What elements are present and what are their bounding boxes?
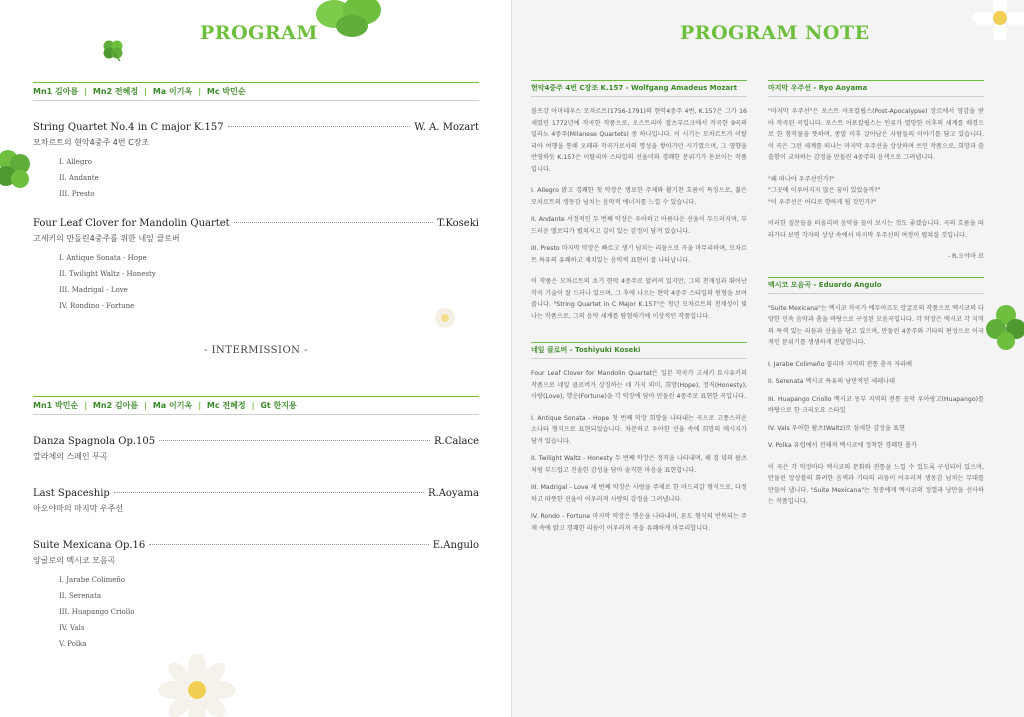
movement: IV. Vals (59, 624, 85, 632)
movement: III. Huapango Criollo (59, 608, 135, 616)
intermission: - INTERMISSION - (204, 345, 308, 356)
cast-member: Mc 박민순 (206, 87, 246, 96)
piece-korean-title: 앙굴로의 멕시코 모음곡 (33, 556, 116, 565)
note-list-item: III. Madrigal - Love 세 번째 악장은 사랑을 주제로 한 마드리갈 형식으로, 다정하고 따뜻한 선율이 어우러져 사랑의 감정을 그려냅니다. (531, 484, 747, 503)
note-paragraph: Four Leaf Clover for Mandolin Quartet은 일본 작곡가 고세키 토시유키의 작품으로 네잎 클로버가 상징하는 네 가지 의미, 희망(Hope), 정직(Honesty), 사랑(Love), 행운(Fortune)을 각 악장에 담아 만돌린 4중주로 표현한 곡입니다. (531, 370, 747, 400)
piece-title: Last Spaceship (33, 488, 110, 499)
piece-composer: R.Calace (434, 436, 479, 447)
note-paragraph: 이러한 질문들을 떠올리며 음악을 들어 보시는 것도 좋겠습니다. 곡의 흐름을 따라가다 보면 각자의 상상 속에서 마지막 우주선의 여정이 펼쳐질 것입니다. (768, 220, 984, 239)
program-piece (33, 218, 479, 314)
note-paragraph: 이 곡은 각 악장마다 멕시코의 문화와 전통을 느낄 수 있도록 구성되어 있으며, 만돌린 앙상블의 화려한 음색과 기타의 리듬이 어우러져 생동감 넘치는 무대를 만들어 냅니다. "Suite Mexicana"는 청중에게 멕시코의 정열과 낭만을 선사하는 작품입니다. (768, 463, 984, 505)
note-list-item: II. Twilight Waltz - Honesty 두 번째 악장은 정직을 나타내며, 해 질 녘의 왈츠처럼 부드럽고 진솔한 감성을 담아 솔직한 마음을 표현합니다. (531, 455, 747, 474)
movement: I. Allegro (59, 158, 92, 166)
note-signature: - R.오야마 료 (947, 253, 984, 260)
piece-title: Suite Mexicana Op.16 (33, 540, 146, 551)
note-list-item: I. Antique Sonata - Hope 첫 번째 악장 희망을 나타내는 곡으로 고풍스러운 소나타 형식으로 표현되었습니다. 차분하고 우아한 선율 속에 희망의 메시지가 담겨 있습니다. (531, 414, 747, 445)
note-paragraph: 볼프강 아마데우스 모차르트(1756-1791)의 현악4중주 4번, K.157은 그가 16세였던 1772년에 작곡한 작품으로, 오스트리아 잘츠부르크에서 작곡한 9곡의 밀라노 4중주(Milanese Quartets) 중 하나입니다. 이 시기는 모차르트가 이탈리아 여행을 통해 오페라 작곡가로서의 명성을 쌓아가던 시기였으며, 그 영향을 반영하듯 K.157은 이탈리아 스타일의 선율미와 경쾌한 분위기가 돋보이는 작품입니다. (531, 108, 747, 173)
note-column-left (531, 80, 747, 544)
note-paragraph: 이 작품은 모차르트의 초기 현악 4중주로 알려져 있지만, 그의 천재성과 뛰어난 작곡 기술이 잘 드러나 있으며, 그 후에 나오는 현악 4중주 스타일의 원형을 보여 줍니다. "String Quartet in C Major K.157"은 청년 모차르트의 천재성이 빛나는 작품으로, 그의 음악 세계를 탐험하기에 이상적인 작품입니다. (531, 278, 747, 320)
piece-korean-title: 모차르트의 현악4중주 4번 C장조 (33, 138, 150, 147)
daisy-flower-icon (154, 654, 240, 717)
note-list-item: I. Allegro 밝고 경쾌한 첫 악장은 명료한 주제와 활기찬 흐름이 특징으로, 젊은 모차르트의 생동감 넘치는 음악적 에너지를 느낄 수 있습니다. (531, 187, 747, 206)
blurred-flower-icon (432, 305, 458, 331)
movement: II. Andante (59, 174, 99, 182)
movement: V. Polka (59, 640, 87, 648)
small-clover-icon (100, 38, 126, 62)
note-list-item: III. Huapango Criollo 멕시코 동부 지역의 전통 음악 우아팡고(Huapango)를 바탕으로 한 크리오요 스타일 (768, 395, 984, 414)
note-paragraph: "마지막 우주선"은 포스트 아포칼립스(Post-Apocalypse) 장르에서 영감을 받아 작곡된 곡입니다. 포스트 아포칼립스는 인류가 멸망한 이후의 세계를 배경으로 한 창작물을 뜻하며, 종말 이후 살아남은 사람들의 이야기를 담고 있습니다. 이 곡은 그런 세계를 떠나는 마지막 우주선을 상상하며 쓰인 작품으로, 희망과 쓸쓸함이 교차하는 감정을 만돌린 4중주의 음색으로 그려냅니다. (768, 108, 984, 161)
program-note-title: PROGRAM NOTE (680, 22, 870, 44)
note-list-item: V. Polka 유럽에서 전해져 멕시코에 정착한 경쾌한 폴카 (768, 442, 918, 449)
movement: II. Serenata (59, 592, 102, 600)
clover-leaf-icon (984, 303, 1024, 353)
program-piece (33, 436, 479, 462)
movement: II. Twilight Waltz - Honesty (59, 270, 156, 278)
piece-korean-title: 깔라체의 스페인 무곡 (33, 452, 108, 461)
note-heading-angulo: 멕시코 모음곡 - Eduardo Angulo (768, 277, 984, 294)
movement: III. Presto (59, 190, 95, 198)
note-list-item: II. Serenata 멕시코 특유의 낭만적인 세레나데 (768, 378, 896, 385)
piece-composer: R.Aoyama (427, 488, 479, 499)
movement: IV. Rondino - Fortune (59, 302, 135, 310)
cast-member: Mn2 전혜정 (92, 87, 139, 96)
clover-leaf-icon (312, 0, 392, 38)
program-piece (33, 122, 479, 202)
note-column-right (768, 80, 984, 518)
piece-title: Four Leaf Clover for Mandolin Quartet (33, 218, 230, 229)
cast-member: Mn2 김아름 (92, 401, 139, 410)
piece-korean-title: 아오야마의 마지막 우주선 (33, 504, 124, 513)
note-quote: "그곳에 이루어지지 않은 꿈이 있었을까?" (768, 187, 881, 194)
cast-bar-second-half: Mn1 박민순 | Mn2 김아름 | Ma 이기옥 | Mc 전혜정 | Gt 한지용 (33, 396, 479, 415)
note-quote: "이 우주선은 어디로 향하게 될 것인가?" (768, 198, 877, 206)
note-list-item: IV. Rondo - Fortune 마지막 악장은 행운을 나타내며, 론도 형식의 반복되는 주제 속에 밝고 경쾌한 리듬이 어우러져 곡을 유쾌하게 마무리합니다. (531, 513, 747, 532)
piece-composer: E.Angulo (432, 540, 479, 551)
note-list-item: II. Andante 서정적인 두 번째 악장은 우아하고 아름다운 선율이 두드러지며, 부드러운 멜로디가 펼쳐지고 깊이 있는 감정이 담겨 있습니다. (531, 216, 747, 235)
note-heading-mozart: 현악4중주 4번 C장조 K.157 - Wolfgang Amadeus Mozart (531, 80, 747, 97)
piece-composer: T.Koseki (437, 218, 479, 229)
movement: I. Antique Sonata - Hope (59, 254, 147, 262)
cast-member: Mn1 김아름 (33, 87, 79, 96)
cast-member: Mn1 박민순 (33, 401, 79, 410)
note-heading-aoyama: 마지막 우주선 - Ryo Aoyama (768, 80, 984, 97)
note-paragraph: "Suite Mexicana"는 멕시코 작곡가 에두아르도 앙굴로의 작품으로 멕시코의 다양한 민속 음악과 춤을 바탕으로 구성된 모음곡입니다. 각 악장은 멕시코 각 지역의 특색 있는 리듬과 선율을 담고 있으며, 만돌린 4중주와 기타의 편성으로 이국적인 분위기를 생생하게 전달합니다. (768, 304, 984, 346)
piece-composer: W. A. Mozart (414, 122, 479, 133)
note-list-item: IV. Vals 우아한 왈츠(Waltz)로 섬세한 감성을 표현 (768, 424, 905, 432)
movement: III. Madrigal - Love (59, 286, 128, 294)
program-piece (33, 540, 479, 652)
movement: I. Jarabe Colimeño (59, 576, 126, 584)
cast-member: Mc 전혜정 (206, 401, 246, 410)
cast-member: Ma 이기옥 (152, 87, 193, 96)
piece-title: String Quartet No.4 in C major K.157 (33, 122, 224, 133)
note-list-item: III. Presto 마지막 악장은 빠르고 생기 넘치는 리듬으로 곡을 마무리하며, 모차르트 특유의 유쾌하고 재치있는 음악적 표현이 잘 나타납니다. (531, 245, 747, 264)
note-heading-koseki: 네잎 클로버 - Toshiyuki Koseki (531, 342, 747, 359)
clover-leaf-icon (0, 146, 36, 192)
daisy-flower-icon (972, 0, 1024, 40)
cast-member: Ma 이기옥 (152, 401, 193, 410)
note-quote: "왜 떠나야 우주선인가?" (768, 175, 835, 183)
piece-korean-title: 고세키의 만돌린4중주를 위한 네잎 클로버 (33, 234, 180, 243)
program-piece (33, 488, 479, 514)
program-title: PROGRAM (200, 22, 318, 44)
piece-title: Danza Spagnola Op.105 (33, 436, 156, 447)
note-list-item: I. Jarabe Colimeño 콜리마 지역의 전통 춤곡 자라베 (768, 360, 913, 368)
program-note-page (512, 0, 1024, 717)
cast-member: Gt 한지용 (260, 401, 297, 410)
cast-bar-first-half: Mn1 김아름 | Mn2 전혜정 | Ma 이기옥 | Mc 박민순 (33, 82, 479, 101)
